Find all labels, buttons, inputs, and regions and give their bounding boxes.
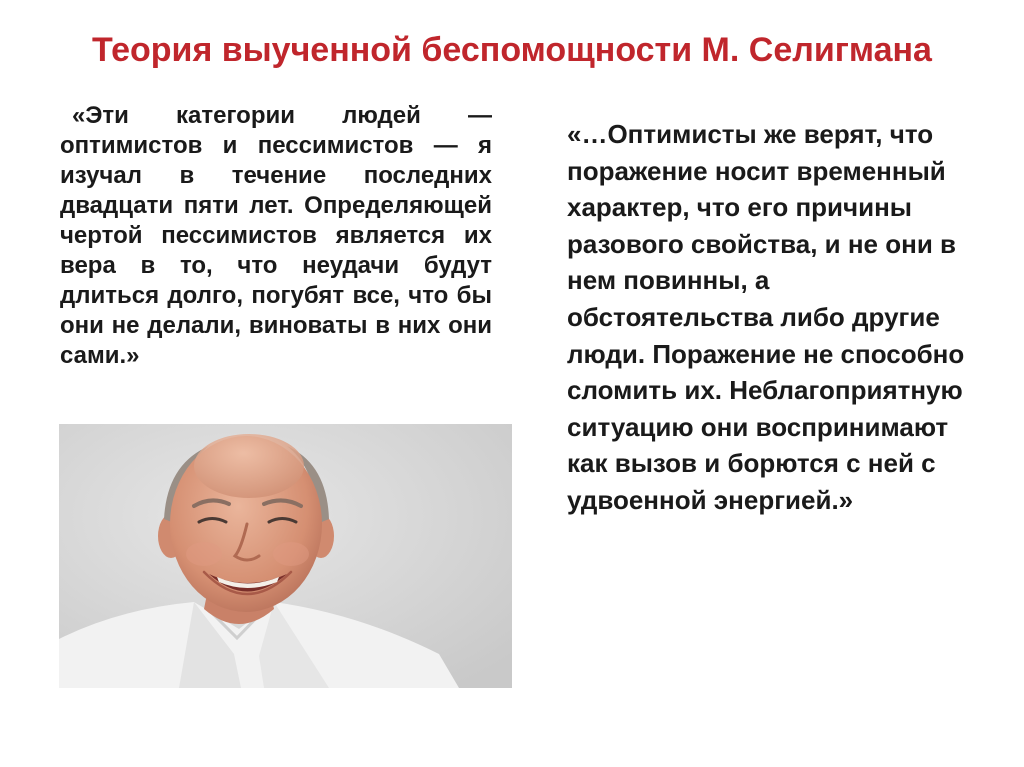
quote-pessimists: «Эти категории людей — оптимистов и пессимистов — я изучал в течение последних двадцати пяти лет. Определяющей чертой пессимистов является их вера в то, что неудачи будут длиться долго, погубят все, что бы они не делали, виноваты в них они сами.»	[60, 102, 492, 369]
portrait-photo	[59, 424, 512, 688]
slide-title: Теория выученной беспомощности М. Селигмана	[92, 31, 932, 69]
quote-optimists: «…Оптимисты же верят, что поражение носит временный характер, что его причины разового свойства, и не они в нем повинны, а обстоятельства либо другие люди. Поражение не способно сломить их. Неблагоприятную ситуацию они воспринимают как вызов и борются с ней с удвоенной энергией.»	[567, 119, 965, 515]
portrait-illustration	[59, 424, 512, 688]
